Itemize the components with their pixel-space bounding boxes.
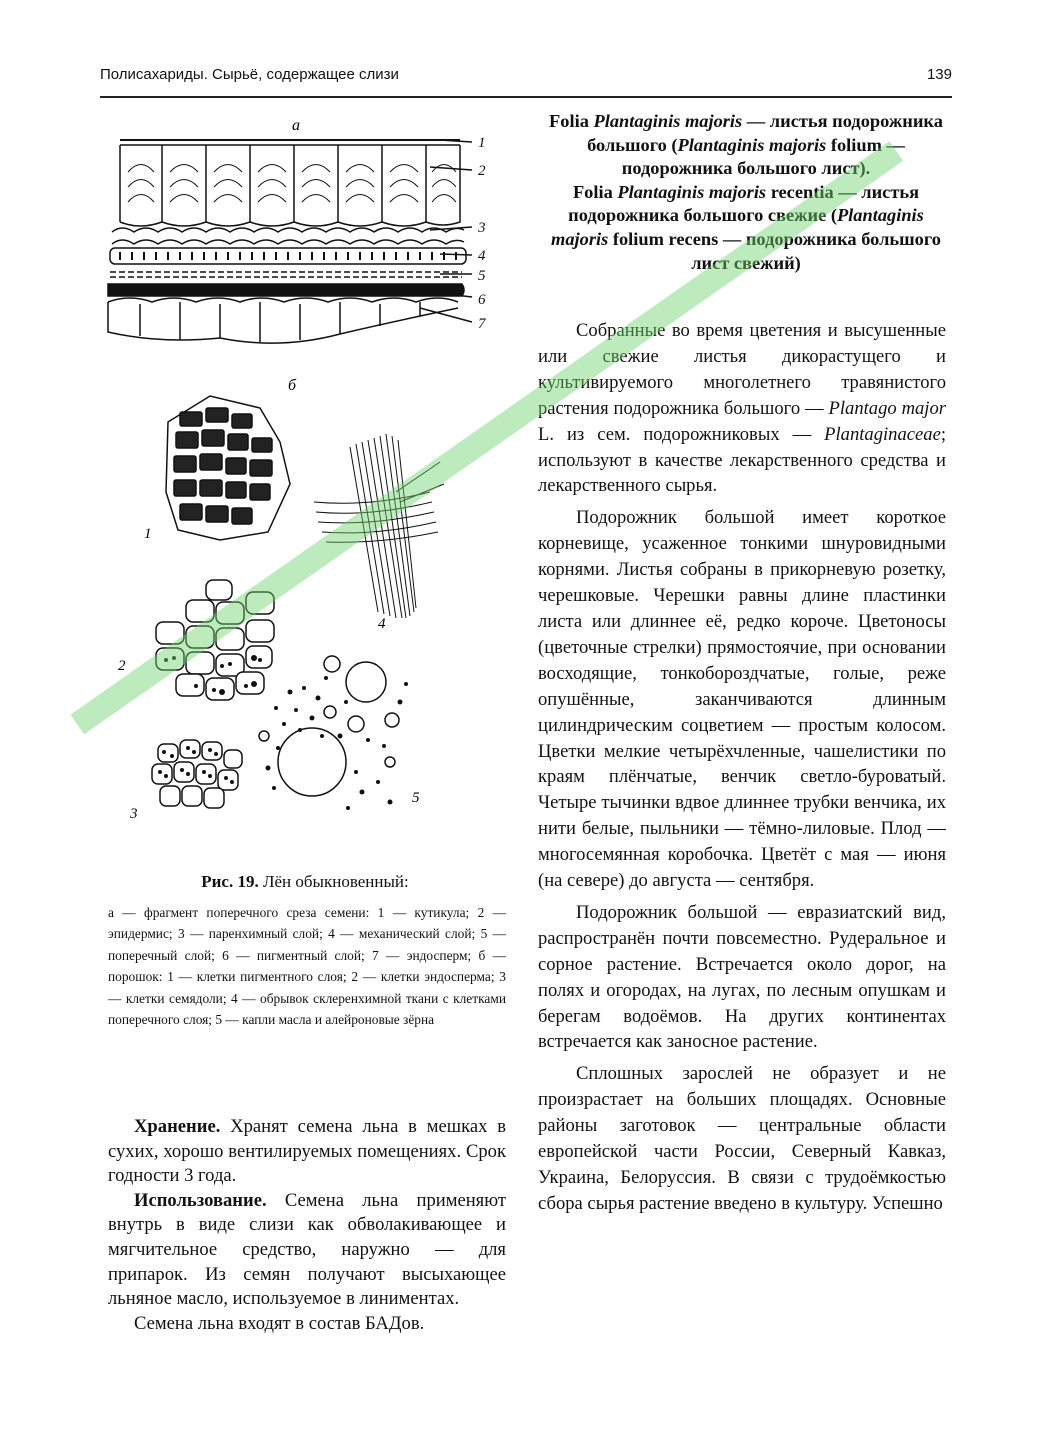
figure-flax-seed: [100, 112, 510, 862]
left-column-text: [108, 1115, 506, 1336]
caption-figure-number: Рис. 19.: [201, 872, 259, 891]
label-a4: 4: [478, 248, 486, 264]
label-b5: 5: [412, 790, 420, 806]
paragraph-harvesting: Сплошных зарослей не образует и не произрастает на больших площадях. Основные районы заготовок — центральные области европейской части России, Северный Кавказ, Украина, Белоруссия. В связи с трудоёмкостью сбора сырья растение введено в культуру. Успешно: [538, 1063, 946, 1214]
drawing-b1: [166, 396, 290, 540]
paragraph-distribution: Подорожник большой — евразиатский вид, распространён почти повсеместно. Рудеральное и сорное растение. Встречается около дорог, на полях и огородах, на лугах, по лесным опушкам и берегам водоёмов. На других континентах встречается как заносное растение.: [538, 901, 946, 1053]
figure-illustration: [100, 112, 510, 862]
label-a2: 2: [478, 163, 486, 179]
paragraph-morphology: Подорожник большой имеет короткое корневище, усаженное тонкими шнуровидными корнями. Листья собраны в прикорневую розетку, черешковые. Черешки равны длине пластинки листа или длиннее её, редко короче. Цветоносы (цветочные стрелки) прямостоячие, при основании восходящие, тонкобороздчатые, голые, реже опушённые, заканчиваются длинным цилиндрическим соцветием — простым колосом. Цветки мелкие четырёхчленные, чашелистики по краям плёнчатые, венчик светло-буроватый. Четыре тычинки вдвое длиннее трубки венчика, их нити белые, пыльники — тёмно-лиловые. Плод — многосемянная коробочка. Цветёт с мая — июня (на севере) до августа — сентября.: [538, 507, 946, 892]
drawing-b5: [259, 656, 408, 810]
storage-heading: Хранение.: [134, 1116, 221, 1137]
label-b2: 2: [118, 658, 126, 674]
drawing-b2: [156, 580, 274, 700]
page-number: 139: [926, 66, 952, 83]
paragraph-description: Собранные во время цветения и высушенные или свежие листья дикорастущего и культивируемого многолетнего травянистого растения подорожника большого — Plantago major L. из сем. подорожниковых — Plantaginaceae; используют в качестве лекарственного средства и лекарственного сырья.: [538, 320, 946, 497]
label-b4: 4: [378, 616, 386, 632]
storage-paragraph: Хранение. Хранят семена льна в мешках в сухих, хорошо вентилируемых помещениях. Срок годности 3 года.: [108, 1116, 506, 1187]
drawing-b4: [314, 434, 444, 618]
usage-heading: Использование.: [134, 1189, 267, 1211]
figure-caption-body: а — фрагмент поперечного среза семени: 1 — кутикула; 2 — эпидермис; 3 — паренхимный слой; 4 — механический слой; 5 — поперечный слой; 6 — пигментный слой; 7 — эндосперм; б — порошок: 1 — клетки пигментного слоя; 2 — клетки эндосперма; 3 — клетки семядоли; 4 — обрывок склеренхимной ткани с клетками поперечного слоя; 5 — капли масла и алейроновые зёрна: [108, 905, 506, 1028]
figure-caption-title: [110, 872, 500, 892]
label-a7: 7: [478, 316, 486, 332]
bad-paragraph: Семена льна входят в состав БАДов.: [134, 1312, 425, 1334]
running-title: Полисахариды. Сырьё, содержащее слизи: [100, 66, 399, 83]
label-a1: 1: [478, 135, 486, 151]
label-a5: 5: [478, 268, 486, 284]
right-column-text: [538, 318, 946, 1223]
page-header: [100, 62, 952, 98]
section-title: Folia Plantaginis majoris — листья подорожника большого (Plantaginis majoris folium — подорожника большого лист). Folia Plantaginis majoris recentia — листья подорожника большого свежие (Plantaginis majoris folium recens — подорожника большого лист свежий): [549, 111, 943, 273]
usage-paragraph: Использование. Семена льна применяют внутрь в виде слизи как обволакивающее и мягчительное средство, наружно — для припарок. Из семян получают высыхающее льняное масло, используемое в линиментах.: [108, 1189, 506, 1310]
drawing-b3: [152, 740, 242, 808]
panel-b-label: б: [288, 377, 297, 394]
label-a3: 3: [478, 220, 486, 236]
label-b3: 3: [130, 806, 138, 822]
panel-a-label: а: [292, 117, 300, 134]
caption-figure-name: Лён обыкновенный:: [258, 872, 409, 891]
label-b1: 1: [144, 526, 152, 542]
panel-a-drawing: [108, 140, 472, 343]
label-a6: 6: [478, 292, 486, 308]
